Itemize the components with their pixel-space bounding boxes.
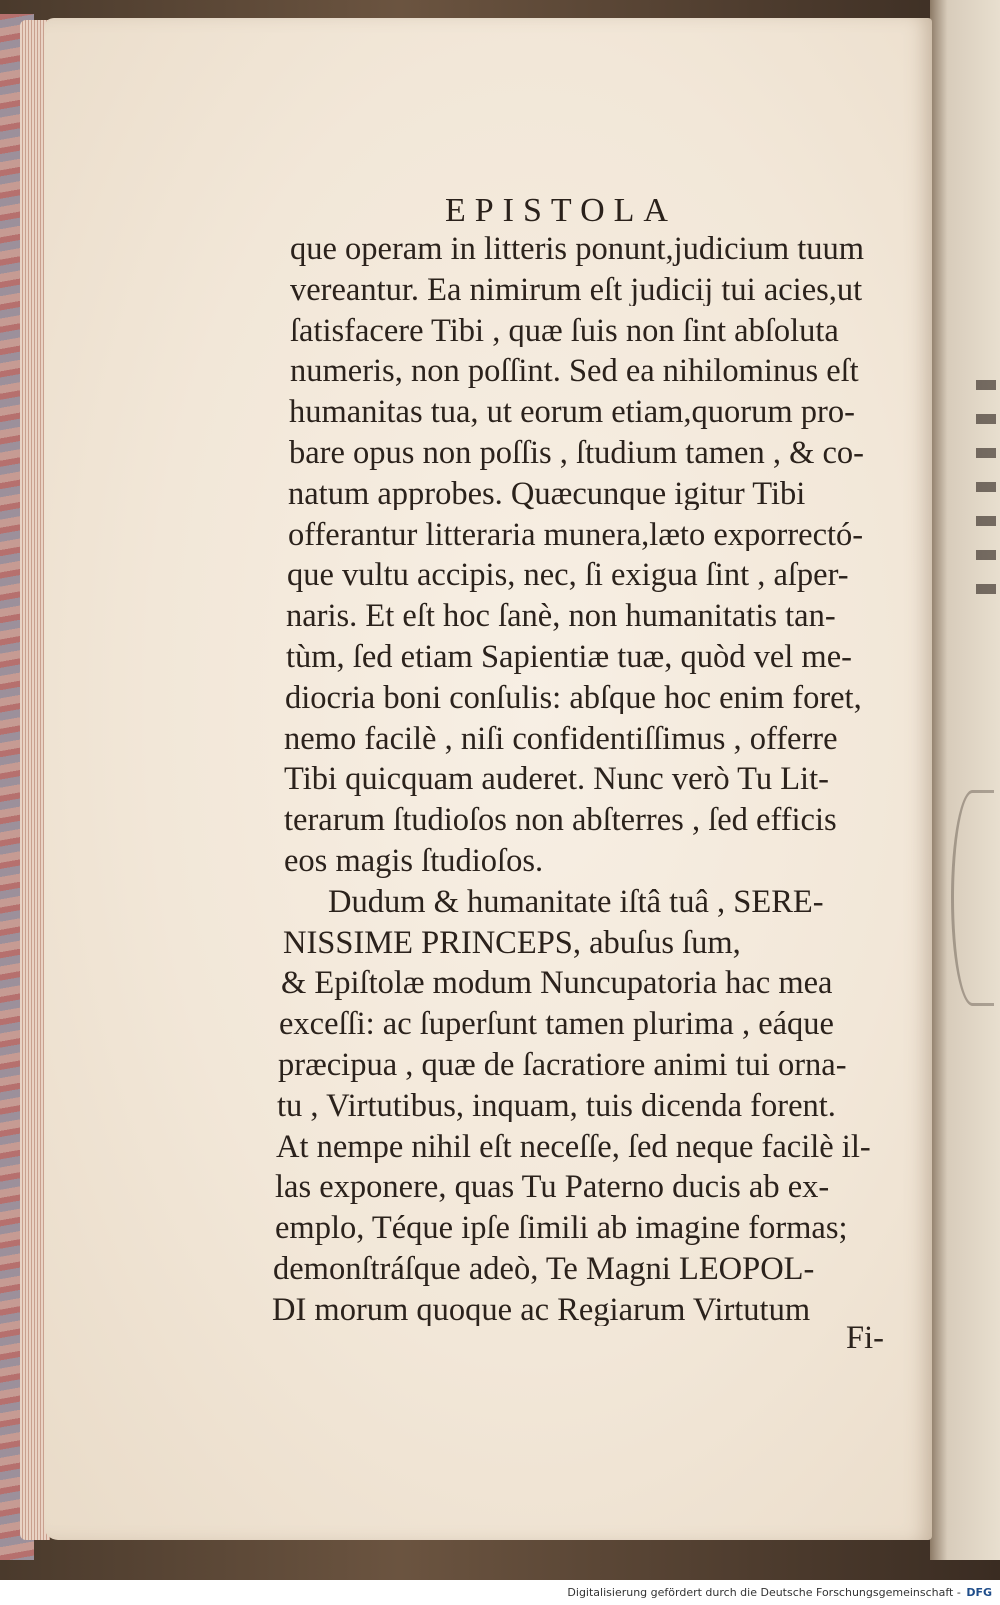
text-line: natum approbes. Quæcunque igitur Tibi [288,477,806,511]
text-line: At nempe nihil eſt neceſſe, ſed neque facilè il- [276,1130,871,1164]
facing-page-text-fragment [976,380,996,600]
text-line: humanitas tua, ut eorum etiam,quorum pro- [289,396,855,429]
digitization-credit-text: Digitalisierung gefördert durch die Deutsche Forschungsgemeinschaft - [567,1586,961,1599]
text-line: numeris, non poſſint. Sed ea nihilominus eſt [290,355,859,388]
text-line: nemo facilè , niſi confidentiſſimus , offerre [284,722,838,756]
text-line: bare opus non poſſis , ſtudium tamen , & co- [289,437,864,470]
catchword: Fi- [846,1322,884,1355]
text-line: que operam in litteris ponunt,judicium tuum [290,233,865,266]
text-line: terarum ſtudioſos non abſterres , ſed efficis [284,804,837,837]
facing-page-edge [930,0,1000,1560]
facing-page-ornament [951,790,994,1006]
text-line: tùm, ſed etiam Sapientiæ tuæ, quòd vel me- [286,641,852,674]
text-line: offerantur litteraria munera,læto exporrectó- [288,518,864,552]
dfg-logo: DFG [966,1586,992,1599]
text-line: que vultu accipis, nec, ſi exigua ſint , aſper- [287,559,849,592]
text-line: naris. Et eſt hoc ſanè, non humanitatis tan- [286,600,836,633]
text-line: & Epiſtolæ modum Nuncupatoria hac mea [281,967,833,1000]
text-line: DI morum quoque ac Regiarum Virtutum [272,1293,811,1327]
text-line: emplo, Téque ipſe ſimili ab imagine formas; [275,1212,848,1245]
digitization-credit [567,1586,992,1599]
text-line: præcipua , quæ de ſacratiore animi tui orna- [278,1049,847,1082]
text-line: las exponere, quas Tu Paterno ducis ab ex- [275,1171,830,1204]
text-line: eos magis ſtudioſos. [284,845,544,878]
text-line: vereantur. Ea nimirum eſt judicij tui acies,ut [290,273,863,307]
text-line: tu , Virtutibus, inquam, tuis dicenda forent. [277,1089,836,1123]
text-line: NISSIME PRINCEPS, abuſus ſum, [283,926,741,960]
page-heading: EPISTOLA [445,192,677,229]
text-line: diocria boni conſulis: abſque hoc enim foret, [285,681,862,715]
text-line: demonſtráſque adeò, Te Magni LEOPOL- [273,1253,815,1286]
text-line: ſatisfacere Tibi , quæ ſuis non ſint abſoluta [290,314,839,348]
text-line: Tibi quicquam auderet. Nunc verò Tu Lit- [284,763,829,796]
text-line: Dudum & humanitate iſtâ tuâ , SERE- [328,885,824,919]
text-line: exceſſi: ac ſuperſunt tamen plurima , eáque [279,1008,834,1041]
